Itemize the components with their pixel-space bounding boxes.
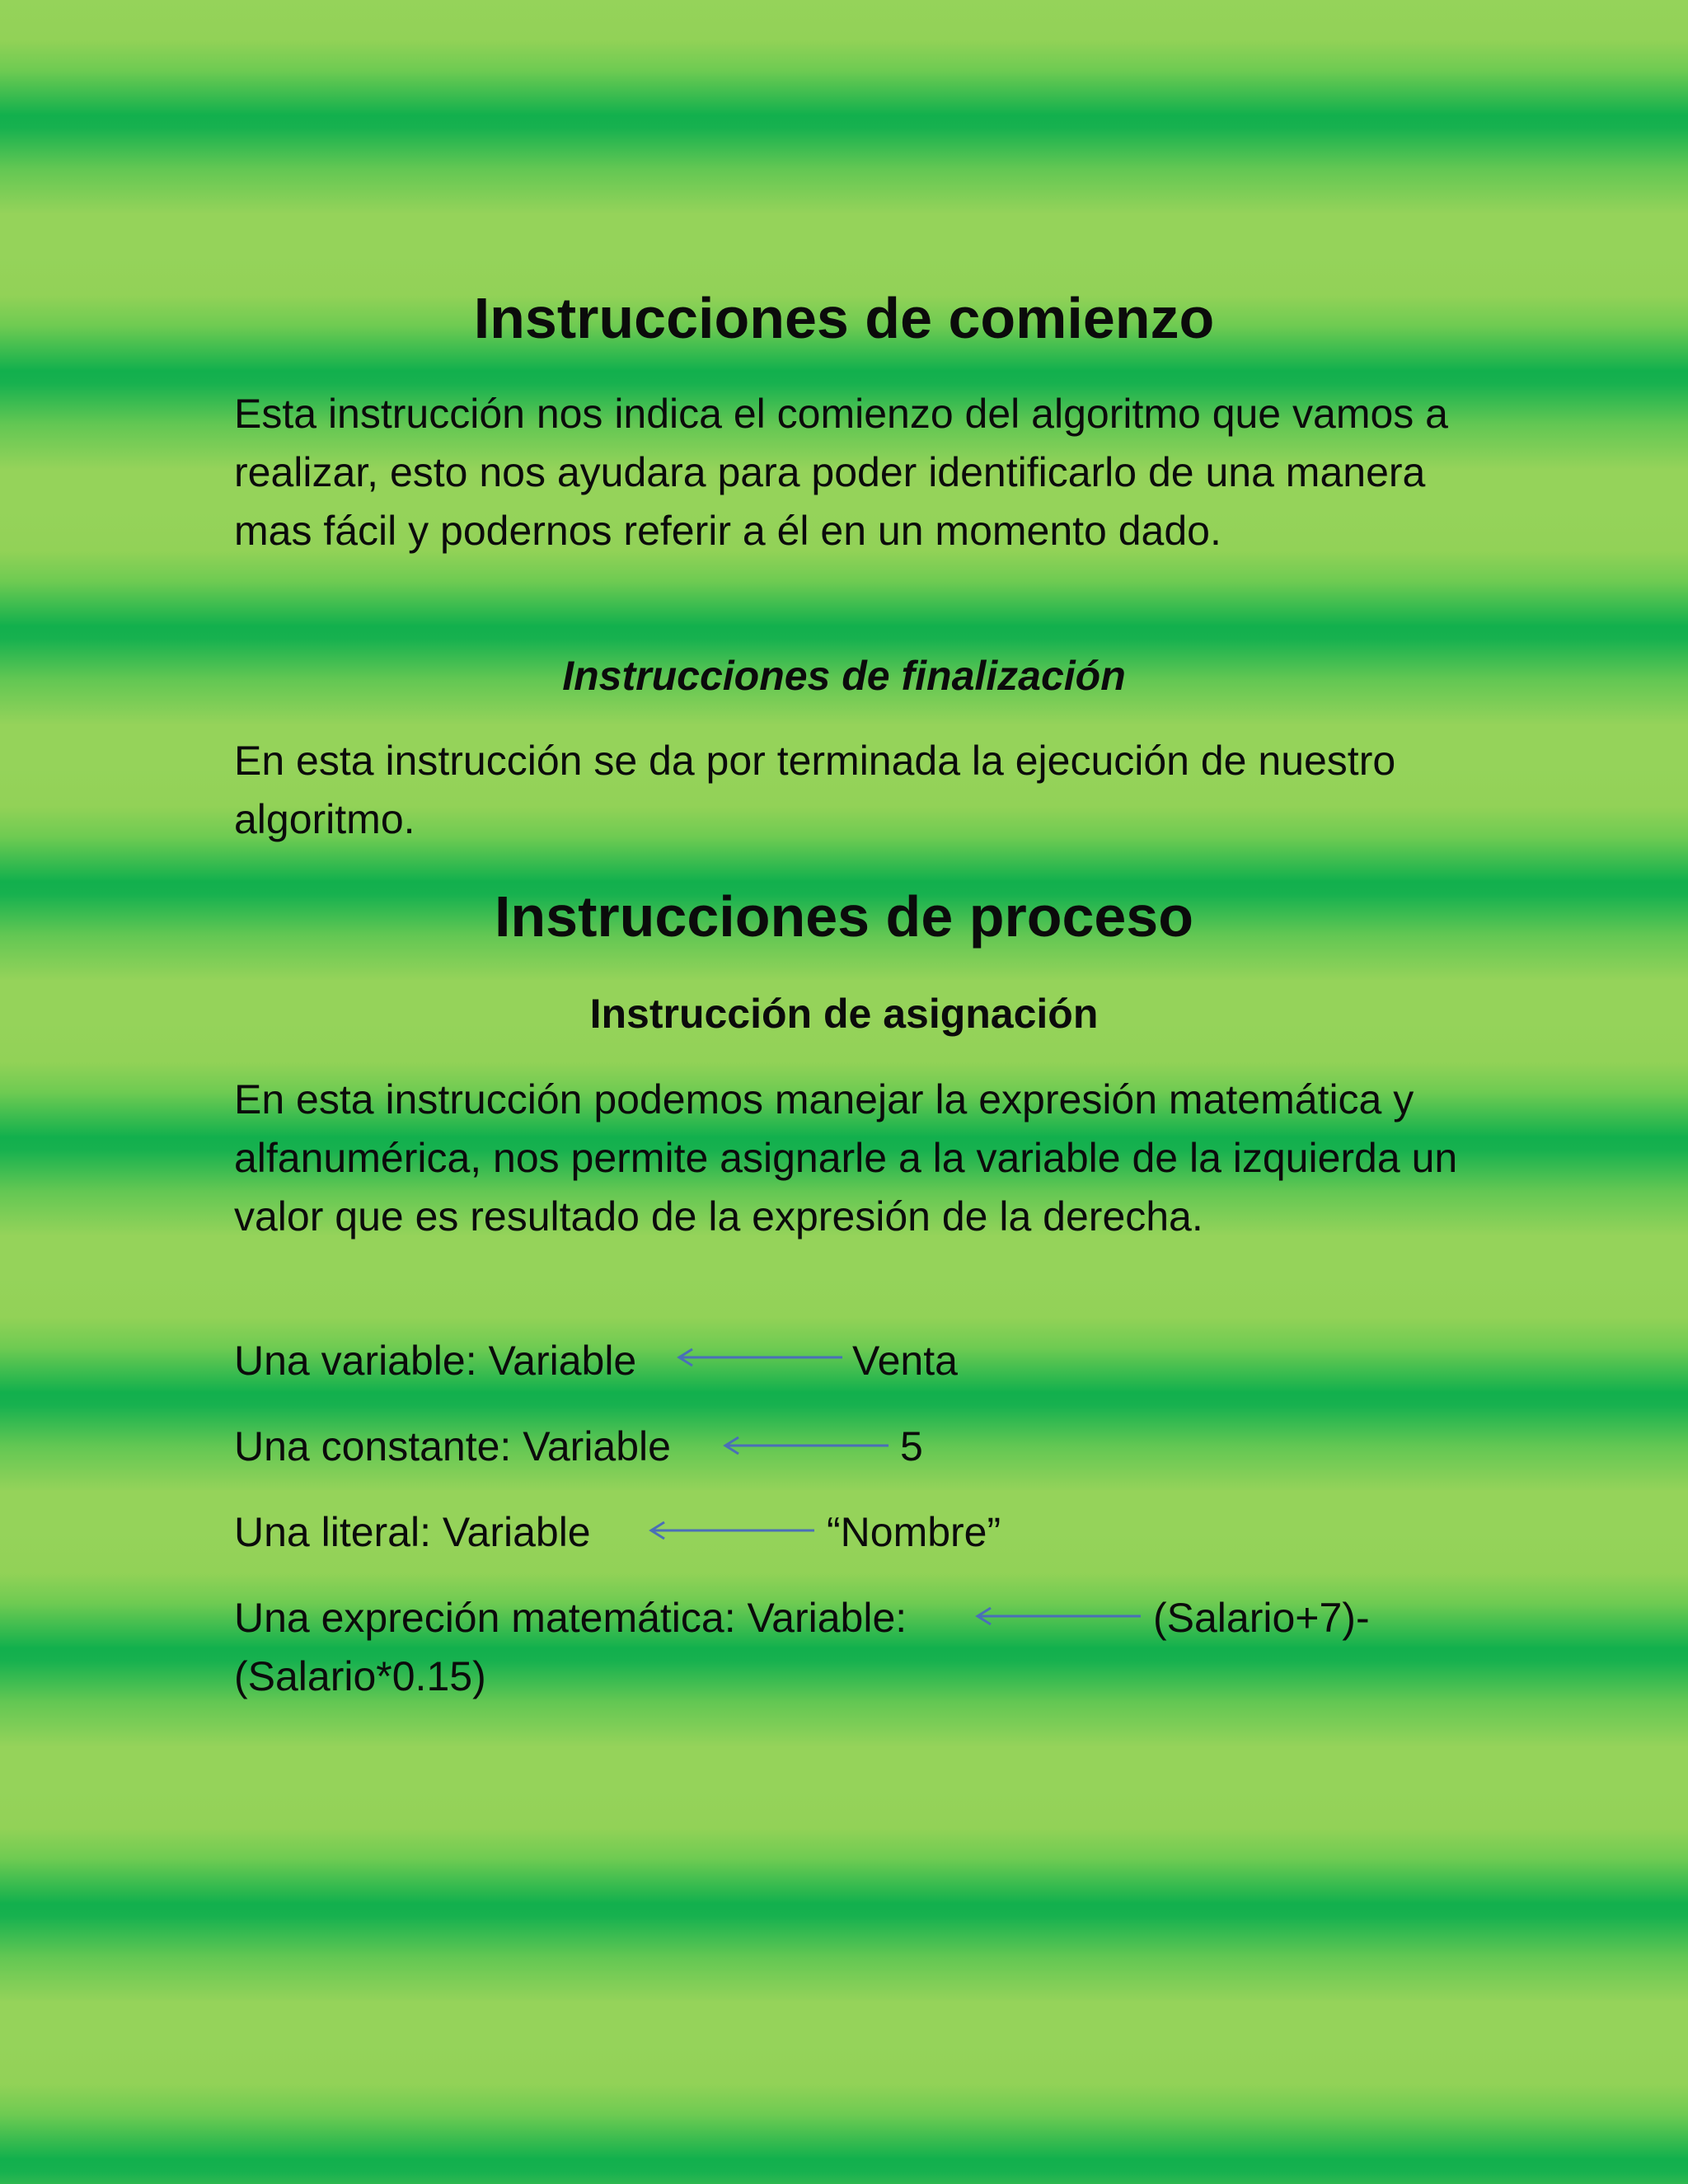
left-arrow-icon — [649, 1521, 814, 1540]
example-label: Una constante: Variable — [234, 1423, 671, 1469]
left-arrow-icon — [678, 1347, 842, 1367]
example-label: Una literal: Variable — [234, 1509, 591, 1555]
example-value-continuation: (Salario*0.15) — [234, 1653, 486, 1699]
paragraph-asignacion: En esta instrucción podemos manejar la expresión matemática y alfanumérica, nos permite asignarle a la variable de la izquierda un valor que es resultado de la expresión de la derecha. — [234, 1076, 1458, 1240]
left-arrow-icon — [976, 1606, 1141, 1626]
heading-instruccion-asignacion: Instrucción de asignación — [589, 991, 1099, 1037]
example-value: (Salario+7)- — [1153, 1595, 1370, 1641]
paragraph-comienzo: Esta instrucción nos indica el comienzo del algoritmo que vamos a realizar, esto nos ayudara para poder identificarlo de una manera mas fácil y podernos referir a él en un momento dado. — [234, 391, 1448, 554]
example-value: Venta — [852, 1338, 958, 1384]
example-value: 5 — [900, 1423, 923, 1469]
example-label: Una variable: Variable — [234, 1338, 637, 1384]
left-arrow-icon — [724, 1436, 889, 1455]
heading-instrucciones-proceso: Instrucciones de proceso — [494, 884, 1194, 949]
paragraph-finalizacion: En esta instrucción se da por terminada la ejecución de nuestro algoritmo. — [234, 738, 1396, 842]
heading-instrucciones-comienzo: Instrucciones de comienzo — [473, 286, 1215, 350]
example-label: Una expreción matemática: Variable: — [234, 1595, 907, 1641]
example-value: “Nombre” — [827, 1509, 1001, 1555]
heading-instrucciones-finalizacion: Instrucciones de finalización — [562, 653, 1126, 699]
